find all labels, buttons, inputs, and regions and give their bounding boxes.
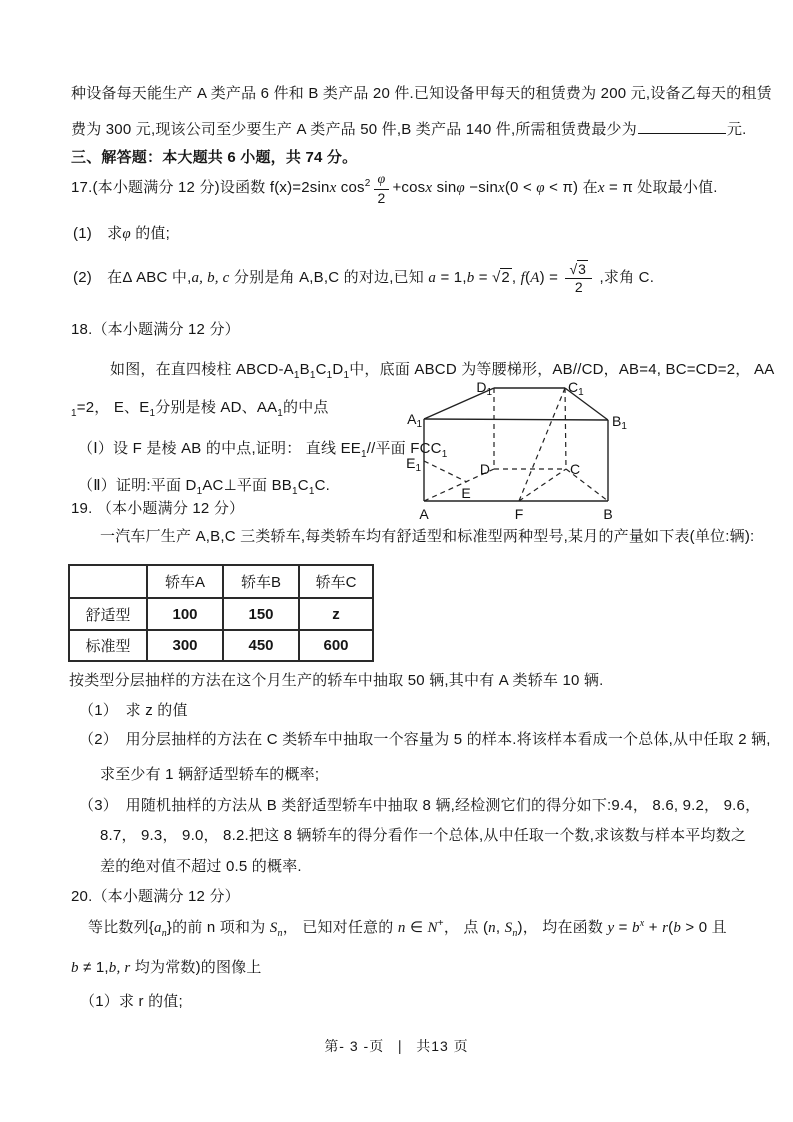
text-segment: n: [397, 920, 406, 936]
text-segment: 1: [196, 486, 203, 497]
text-segment: （3） 用随机抽样的方法从 B 类舒适型轿车中抽取 8 辆,经检测它们的得分如下:9.4， 8.6, 9.2， 9.6，: [79, 797, 761, 814]
table-header-row: [69, 565, 373, 598]
question-19-heading: [71, 499, 244, 518]
text-segment: ,: [511, 269, 521, 287]
table-header-car-a: 轿车A: [147, 565, 223, 598]
table-row: [69, 598, 373, 630]
text-segment: )， 均在函数: [517, 919, 608, 936]
text-segment: (0 <: [504, 179, 537, 197]
text-segment: [374, 190, 390, 206]
text-segment: =: [474, 269, 493, 287]
text-segment: ， 已知对任意的: [282, 919, 398, 936]
vertex-label: E: [461, 485, 471, 501]
text-segment: 1: [71, 408, 77, 419]
text-segment: B: [299, 361, 310, 378]
text-segment: 1: [441, 449, 448, 460]
figure-edge-dashed: [424, 461, 467, 482]
text-segment: b: [632, 920, 640, 936]
question-19-part-1: [79, 701, 188, 720]
text-segment: ,: [495, 919, 505, 936]
text-segment: 等比数列{: [88, 919, 155, 936]
text-segment: ∈: [405, 919, 428, 936]
text-segment: ,求角 C.: [595, 269, 655, 287]
text-segment: (2) 在Δ ABC 中,: [73, 269, 192, 287]
question-20-part-1: [80, 992, 183, 1011]
vertex-label-subscript: 1: [621, 421, 627, 432]
page-footer: [0, 1036, 793, 1056]
text-segment: b: [466, 270, 475, 287]
text-segment: r: [662, 920, 669, 936]
text-segment: 1: [308, 486, 315, 497]
row-label: 舒适型: [69, 598, 147, 630]
text-segment: //平面 FCC: [366, 440, 442, 457]
text-segment: 20.（本小题满分 12 分）: [71, 888, 240, 905]
text-segment: φ: [377, 172, 386, 187]
vertex-label: $E_1$: [406, 455, 421, 474]
question-19-stem: [100, 527, 754, 546]
text-segment: = 1,: [436, 269, 467, 287]
text-segment: 三、解答题：本大题共 6 小题，共 74 分。: [71, 149, 358, 166]
text-segment: +: [437, 918, 444, 929]
vertex-label-subscript: 1: [416, 419, 422, 430]
vertex-label: B: [603, 506, 613, 522]
question-19-part-3-line-1: [79, 796, 760, 815]
text-segment: 的中点: [283, 399, 329, 416]
text-segment: 17.(本小题满分 12 分)设函数 f(x)=2sin: [71, 179, 330, 197]
question-19-part-3-line-2: [100, 826, 746, 845]
text-segment: [374, 171, 390, 205]
text-segment: y: [607, 920, 615, 936]
text-segment: x: [329, 180, 337, 197]
text-segment: AC⊥平面 BB: [202, 477, 293, 494]
text-segment: （2） 用分层抽样的方法在 C 类轿车中抽取一个容量为 5 的样本.将该样本看成一个总体,从中任取 2 辆,: [79, 731, 771, 748]
text-segment: φ: [536, 180, 545, 197]
text-segment: 2: [377, 189, 386, 206]
section-heading: [71, 148, 357, 167]
footer-separator: ∣: [396, 1038, 405, 1054]
text-segment: a: [154, 920, 162, 936]
text-segment: b, r: [108, 960, 131, 976]
text-segment: 3: [578, 261, 587, 277]
text-segment: （Ⅱ）证明:平面 D: [78, 477, 197, 494]
vertex-label: A: [419, 506, 429, 522]
footer-total-pages: 共13 页: [416, 1038, 469, 1054]
text-segment: 中，底面 ABCD 为等腰梯形，AB//CD，AB=4, BC=CD=2， AA: [349, 361, 775, 378]
table-cell: 150: [223, 598, 299, 630]
text-segment: 求至少有 1 辆舒适型轿车的概率;: [100, 766, 320, 783]
table-cell: 600: [299, 630, 373, 661]
text-segment: 一汽车厂生产 A,B,C 三类轿车,每类轿车均有舒适型和标准型两种型号,某月的产量如下表(单位:辆):: [100, 528, 755, 545]
text-segment: 如图，在直四棱柱 ABCD-A: [110, 361, 294, 378]
text-segment: sin: [432, 179, 457, 197]
text-segment: C: [297, 477, 309, 494]
text-segment: [565, 262, 592, 279]
table-cell: 450: [223, 630, 299, 661]
text-segment: (: [525, 269, 531, 287]
text-segment: 差的绝对值不超过 0.5 的概率.: [100, 858, 302, 875]
figure-edge-dashed: [519, 388, 565, 501]
text-segment: （1） 求 z 的值: [79, 702, 188, 719]
figure-edge-dashed: [565, 388, 566, 469]
production-table: [68, 564, 374, 662]
text-segment: +cos: [392, 179, 426, 197]
text-segment: =2， E、E: [76, 399, 150, 416]
text-segment: 2: [364, 178, 371, 190]
table-header-blank: [69, 565, 147, 598]
text-segment: A: [530, 270, 540, 287]
text-segment: [492, 268, 512, 286]
text-segment: a, b, c: [191, 270, 230, 287]
table-cell: z: [299, 598, 373, 630]
text-segment: 1: [309, 370, 316, 381]
text-segment: 1: [292, 486, 298, 497]
text-segment: a: [428, 270, 437, 287]
prism-figure: [400, 372, 670, 528]
text-segment: [569, 260, 588, 277]
text-segment: 按类型分层抽样的方法在这个月生产的轿车中抽取 50 辆,其中有 A 类轿车 10 辆.: [69, 672, 604, 689]
text-segment: n: [512, 928, 518, 939]
text-segment: x: [597, 180, 605, 197]
text-segment: 19. （本小题满分 12 分）: [71, 500, 245, 517]
text-segment: x: [425, 180, 433, 197]
text-segment: （1）求 r 的值;: [80, 993, 183, 1010]
text-segment: }的前 n 项和为: [166, 919, 270, 936]
figure-edge-dashed: [519, 469, 566, 501]
question-18-part-1: [78, 439, 447, 458]
text-segment: (: [668, 919, 674, 936]
text-segment: +: [644, 919, 663, 936]
text-segment: [565, 262, 592, 294]
text-segment: （Ⅰ）设 F 是棱 AB 的中点,证明： 直线 EE: [78, 440, 361, 457]
text-segment: −sin: [464, 179, 498, 197]
vertex-label-subscript: 1: [415, 463, 421, 474]
text-segment: 8.7， 9.3， 9.0， 8.2.把这 8 辆轿车的得分看作一个总体,从中任取一个数,求该数与样本平均数之: [100, 827, 747, 844]
text-segment: (1) 求: [73, 225, 123, 242]
text-segment: 1: [326, 370, 333, 381]
text-segment: cos: [336, 179, 365, 197]
text-segment: D: [332, 361, 344, 378]
question-19-sampling-note: [69, 671, 604, 690]
text-segment: 1: [277, 408, 283, 419]
answer-blank: [638, 118, 726, 134]
text-segment: =: [614, 919, 633, 936]
text-segment: 元.: [726, 121, 747, 138]
text-segment: 均为常数)的图像上: [130, 959, 262, 976]
text-segment: 种设备每天能生产 A 类产品 6 件和 B 类产品 20 件.已知设备甲每天的租赁费为 200 元,设备乙每天的租赁: [71, 85, 772, 102]
text-segment: n: [161, 928, 167, 939]
question-18-stem-line-2: [71, 398, 329, 417]
text-segment: ≠ 1,: [78, 959, 109, 976]
vertex-label-subscript: 1: [578, 387, 584, 398]
text-segment: 的值;: [130, 225, 170, 242]
question-20-heading: [71, 887, 240, 906]
question-19-part-2-line-2: [100, 765, 319, 784]
text-segment: φ: [122, 226, 131, 242]
table-header-car-b: 轿车B: [223, 565, 299, 598]
vertex-label: $B_1$: [612, 413, 627, 432]
footer-page-number: 第- 3 -页: [324, 1038, 385, 1054]
question-20-stem-line-2: [71, 958, 262, 978]
text-segment: b: [673, 920, 682, 936]
vertex-label-subscript: 1: [486, 387, 492, 398]
vertex-label: $D_1$: [476, 379, 492, 398]
text-segment: 分别是棱 AD、AA: [155, 399, 278, 416]
text-segment: = π 处取最小值.: [604, 179, 718, 197]
question-17-part-1: [73, 224, 170, 244]
question-17-stem: [71, 171, 718, 205]
question-19-part-3-line-3: [100, 857, 302, 876]
text-segment: 1: [343, 370, 350, 381]
text-segment: S: [269, 920, 278, 936]
vertex-label: $C_1$: [568, 379, 584, 398]
table-header-car-c: 轿车C: [299, 565, 373, 598]
vertex-label: D: [479, 461, 490, 477]
table-row: [69, 630, 373, 661]
vertex-label: $A_1$: [407, 411, 422, 430]
question-20-stem-line-1: [88, 918, 727, 938]
text-segment: n: [488, 920, 496, 936]
text-segment: φ: [456, 180, 465, 197]
table-cell: 100: [147, 598, 223, 630]
text-segment: ， 点 (: [443, 919, 489, 936]
paragraph-continuation-1: [71, 84, 772, 103]
question-17-part-2: [73, 262, 654, 294]
question-18-heading: [71, 320, 240, 339]
text-segment: ) =: [539, 269, 563, 287]
text-segment: 2: [501, 269, 510, 287]
text-segment: [374, 171, 390, 190]
text-segment: N: [427, 920, 438, 936]
text-segment: b: [71, 960, 79, 976]
paragraph-continuation-2: [71, 118, 747, 139]
text-segment: x: [639, 918, 645, 929]
text-segment: < π) 在: [544, 179, 598, 197]
text-segment: 2: [574, 278, 583, 295]
text-segment: n: [277, 928, 283, 939]
question-19-part-2-line-1: [79, 730, 771, 749]
text-segment: x: [498, 180, 505, 197]
text-segment: √: [569, 261, 578, 277]
text-segment: 1: [149, 408, 156, 419]
text-segment: > 0 且: [681, 919, 727, 936]
text-segment: 18.（本小题满分 12 分）: [71, 321, 240, 338]
vertex-label: C: [570, 461, 581, 477]
table-cell: 300: [147, 630, 223, 661]
text-segment: f: [520, 270, 525, 287]
text-segment: C.: [314, 477, 330, 494]
text-segment: 费为 300 元,现该公司至少要生产 A 类产品 50 件,B 类产品 140 件,所需租赁费最少为: [71, 121, 637, 138]
figure-edge-solid: [424, 419, 608, 420]
text-segment: √: [492, 269, 501, 287]
text-segment: [565, 279, 592, 295]
vertex-label: F: [514, 506, 524, 522]
row-label: 标准型: [69, 630, 147, 661]
text-segment: 分别是角 A,B,C 的对边,已知: [229, 269, 429, 287]
text-segment: S: [504, 920, 513, 936]
text-segment: 1: [293, 370, 300, 381]
text-segment: C: [315, 361, 327, 378]
question-18-part-2: [78, 476, 330, 495]
text-segment: 1: [360, 449, 367, 460]
